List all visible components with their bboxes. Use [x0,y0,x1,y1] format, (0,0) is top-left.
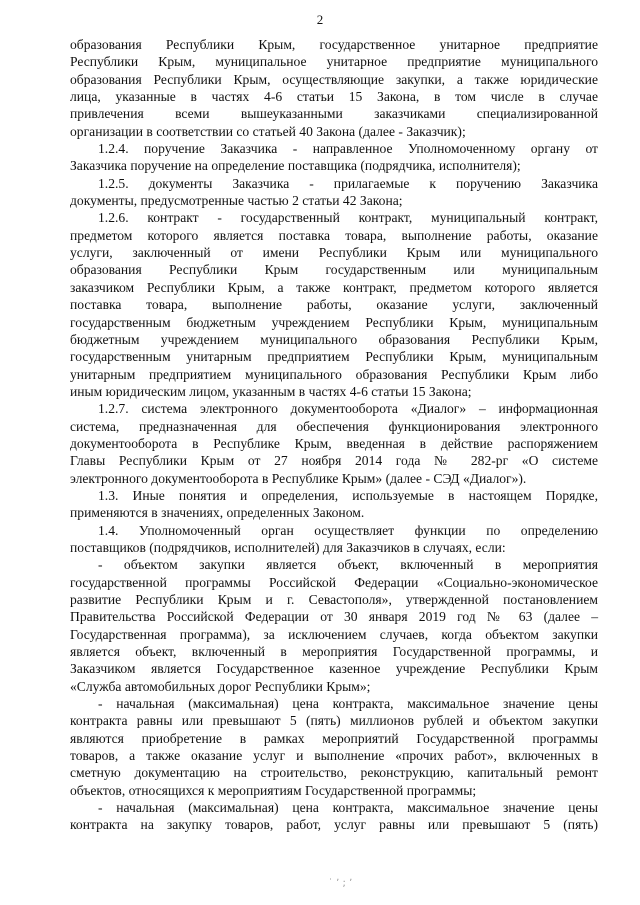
document-line: Правительства Российской Федерации от 30 января 2019 год № 63 (далее – [70,609,598,625]
document-line: контракта равны или превышают 5 (пять) миллионов рублей и объектом закупки [70,713,598,729]
document-line: 1.2.6. контракт - государственный контракт, муниципальный контракт, [98,210,598,226]
document-line: 1.2.4. поручение Заказчика - направленное Уполномоченному органу от [98,141,598,157]
document-line: - начальная (максимальная) цена контракта, максимальное значение цены [98,800,598,816]
document-line: предметом которого является поставка товара, выполнение работы, оказание [70,227,598,243]
document-line: бюджетным учреждением муниципального образования Республики Крым, [70,331,598,347]
document-line: образования Республики Крым государственным или муниципальным [70,262,598,278]
document-line: документооборота в Республике Крым, введенная в действие распоряжением [70,435,598,451]
document-line: поставка товара, выполнение работы, оказание услуги, заключенный [70,297,598,313]
document-line: являются приобретение в рамках мероприятий Государственной программы [70,730,598,746]
document-line: контракта на закупку товаров, работ, услуг равны или превышают 5 (пять) [70,817,598,833]
document-line: Главы Республики Крым от 27 ноября 2014 года № 282-рг «О системе [70,453,598,469]
document-line: объектов, относящихся к мероприятиям Государственной программы; [70,782,477,798]
document-line: привлечения всеми вышеуказанными заказчиками специализированной [70,106,598,122]
document-line: - начальная (максимальная) цена контракта, максимальное значение цены [98,696,598,712]
document-line: 1.2.7. система электронного документооборота «Диалог» – информационная [98,401,598,417]
document-line: документы, предусмотренные частью 2 статьи 42 Закона; [70,193,403,209]
document-line: Государственная программа), за исключением случаев, когда объектом закупки [70,626,598,642]
document-line: - объектом закупки является объект, включенный в мероприятия [98,557,598,573]
document-line: государственным унитарным предприятием Республики Крым, муниципальным [70,349,598,365]
document-line: Заказчиком является Государственное казенное учреждение Республики Крым [70,661,598,677]
document-line: организации в соответствии со статьей 40 Закона (далее - Заказчик); [70,123,466,139]
document-line: Республики Крым, муниципальное унитарное предприятие муниципального [70,54,598,70]
document-line: электронного документооборота в Республике Крым» (далее - СЭД «Диалог»). [70,470,527,486]
document-line: 1.2.5. документы Заказчика - прилагаемые к поручению Заказчика [98,175,598,191]
scan-artifact-icon: ˙ ʼ ; ʼ [328,878,353,889]
document-line: заказчиком Республики Крым, а также контракт, предметом которого является [70,279,598,295]
document-body [70,36,598,834]
document-line: сметную документацию на строительство, реконструкцию, капитальный ремонт [70,765,598,781]
document-line: Заказчика поручение на определение поставщика (подрядчика, исполнителя); [70,158,521,174]
document-line: образования Республики Крым, осуществляющие закупки, а также юридические [70,71,598,87]
page-number: 2 [316,12,324,27]
document-line: 1.4. Уполномоченный орган осуществляет функции по определению [98,522,598,538]
document-line: государственным бюджетным учреждением Республики Крым, муниципальным [70,314,598,330]
document-line: образования Республики Крым, государственное унитарное предприятие [70,37,598,52]
document-line: государственной программы Российской Федерации «Социально-экономическое [70,574,598,590]
document-line: применяются в значениях, определенных Законом. [70,505,365,521]
document-line: развитие Республики Крым и г. Севастополя», утвержденной постановлением [70,592,598,607]
document-line: 1.3. Иные понятия и определения, используемые в настоящем Порядке, [98,487,598,503]
document-line: товаров, а также оказание услуг и выполнение «прочих работ», включенных в [70,748,598,764]
document-line: услуги, заключенный от имени Республики Крым или муниципального [70,245,598,261]
document-line: лица, указанные в частях 4-6 статьи 15 Закона, в том числе в случае [70,89,598,105]
document-line: является объект, включенный в мероприятия Государственной программы, и [70,644,598,660]
document-line: унитарным предприятием муниципального образования Республики Крым либо [70,366,598,382]
document-line: «Служба автомобильных дорог Республики Крым»; [70,678,371,694]
document-line: иным юридическим лицом, указанным в частях 4-6 статьи 15 Закона; [70,383,472,399]
document-line: поставщиков (подрядчиков, исполнителей) для Заказчиков в случаях, если: [70,539,506,555]
document-line: система, предназначенная для обеспечения функционирования электронного [70,418,598,434]
